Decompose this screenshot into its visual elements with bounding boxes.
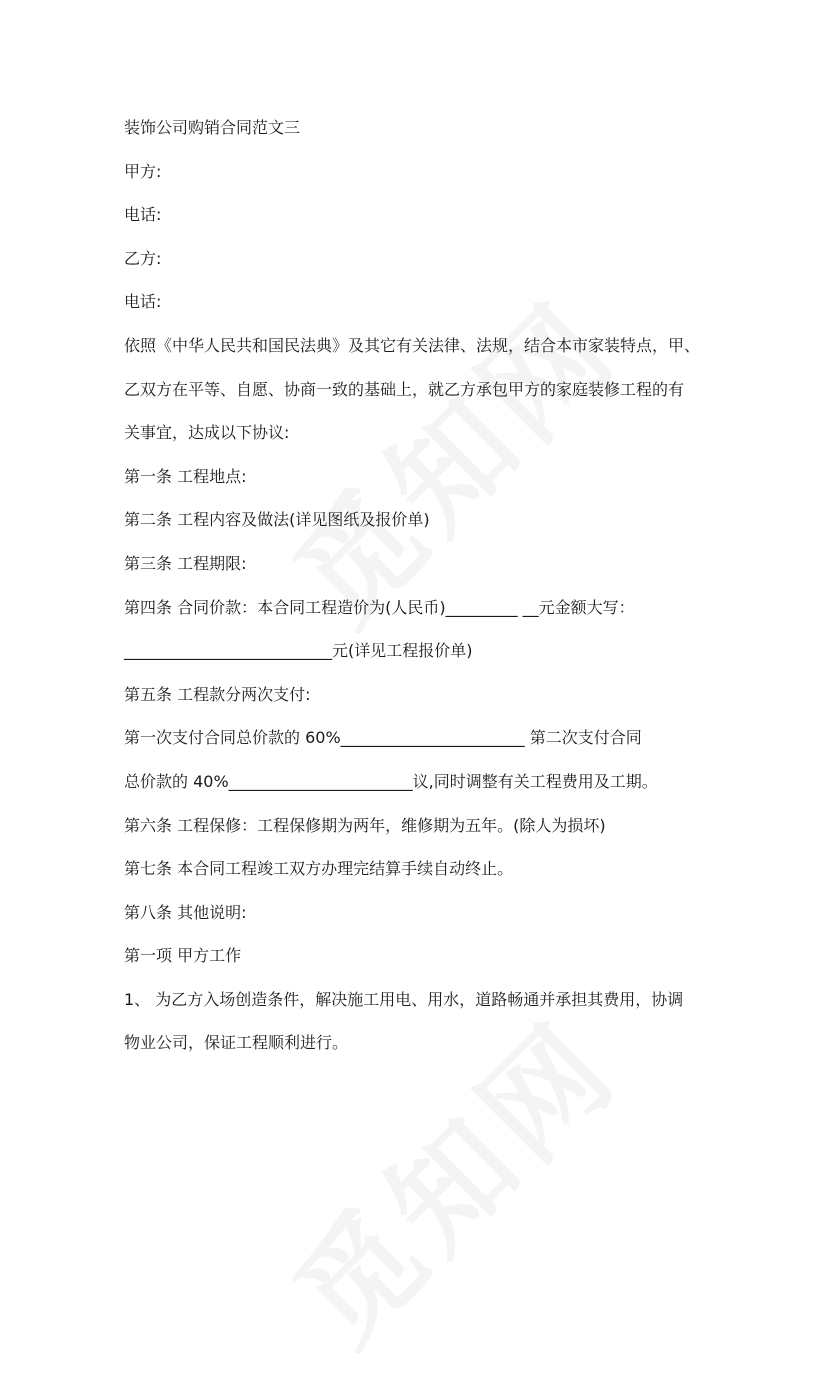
preamble-line-2: 乙双方在平等、自愿、协商一致的基础上，就乙方承包甲方的家庭装修工程的有 <box>124 379 685 399</box>
article-8: 第八条 其他说明: <box>124 902 247 922</box>
preamble-line-1: 依照《中华人民共和国民法典》及其它有关法律、法规，结合本市家装特点，甲、 <box>124 335 701 355</box>
article-6: 第六条 工程保修：工程保修期为两年，维修期为五年。(除人为损坏) <box>124 815 606 835</box>
article-2: 第二条 工程内容及做法(详见图纸及报价单) <box>124 510 430 530</box>
article-1: 第一条 工程地点: <box>124 466 247 486</box>
clause-1-line-1: 1、 为乙方入场创造条件，解决施工用电、用水，道路畅通并承担其费用，协调 <box>124 989 684 1009</box>
party-b-phone-line: 电话: <box>124 292 162 312</box>
document-body <box>124 106 714 1065</box>
party-b-line: 乙方: <box>124 248 162 268</box>
item-1-heading: 第一项 甲方工作 <box>124 946 242 966</box>
party-a-phone-line: 电话: <box>124 205 162 225</box>
party-a-line: 甲方: <box>124 161 162 181</box>
article-7: 第七条 本合同工程竣工双方办理完结算手续自动终止。 <box>124 859 514 879</box>
payment-line-2: 总价款的 40%_______________________议,同时调整有关工程费用及工期。 <box>124 771 658 791</box>
article-4-line-2: __________________________元(详见工程报价单) <box>124 641 473 661</box>
document-title: 装饰公司购销合同范文三 <box>124 118 301 137</box>
article-5: 第五条 工程款分两次支付: <box>124 684 311 704</box>
payment-line-1: 第一次支付合同总价款的 60%_______________________ 第二次支付合同 <box>124 728 642 748</box>
preamble-line-3: 关事宜，达成以下协议: <box>124 423 290 443</box>
article-3: 第三条 工程期限: <box>124 553 247 573</box>
clause-1-line-2: 物业公司，保证工程顺利进行。 <box>124 1033 349 1053</box>
article-4-line-1: 第四条 合同价款：本合同工程造价为(人民币)_________ __元金额大写： <box>124 597 635 617</box>
